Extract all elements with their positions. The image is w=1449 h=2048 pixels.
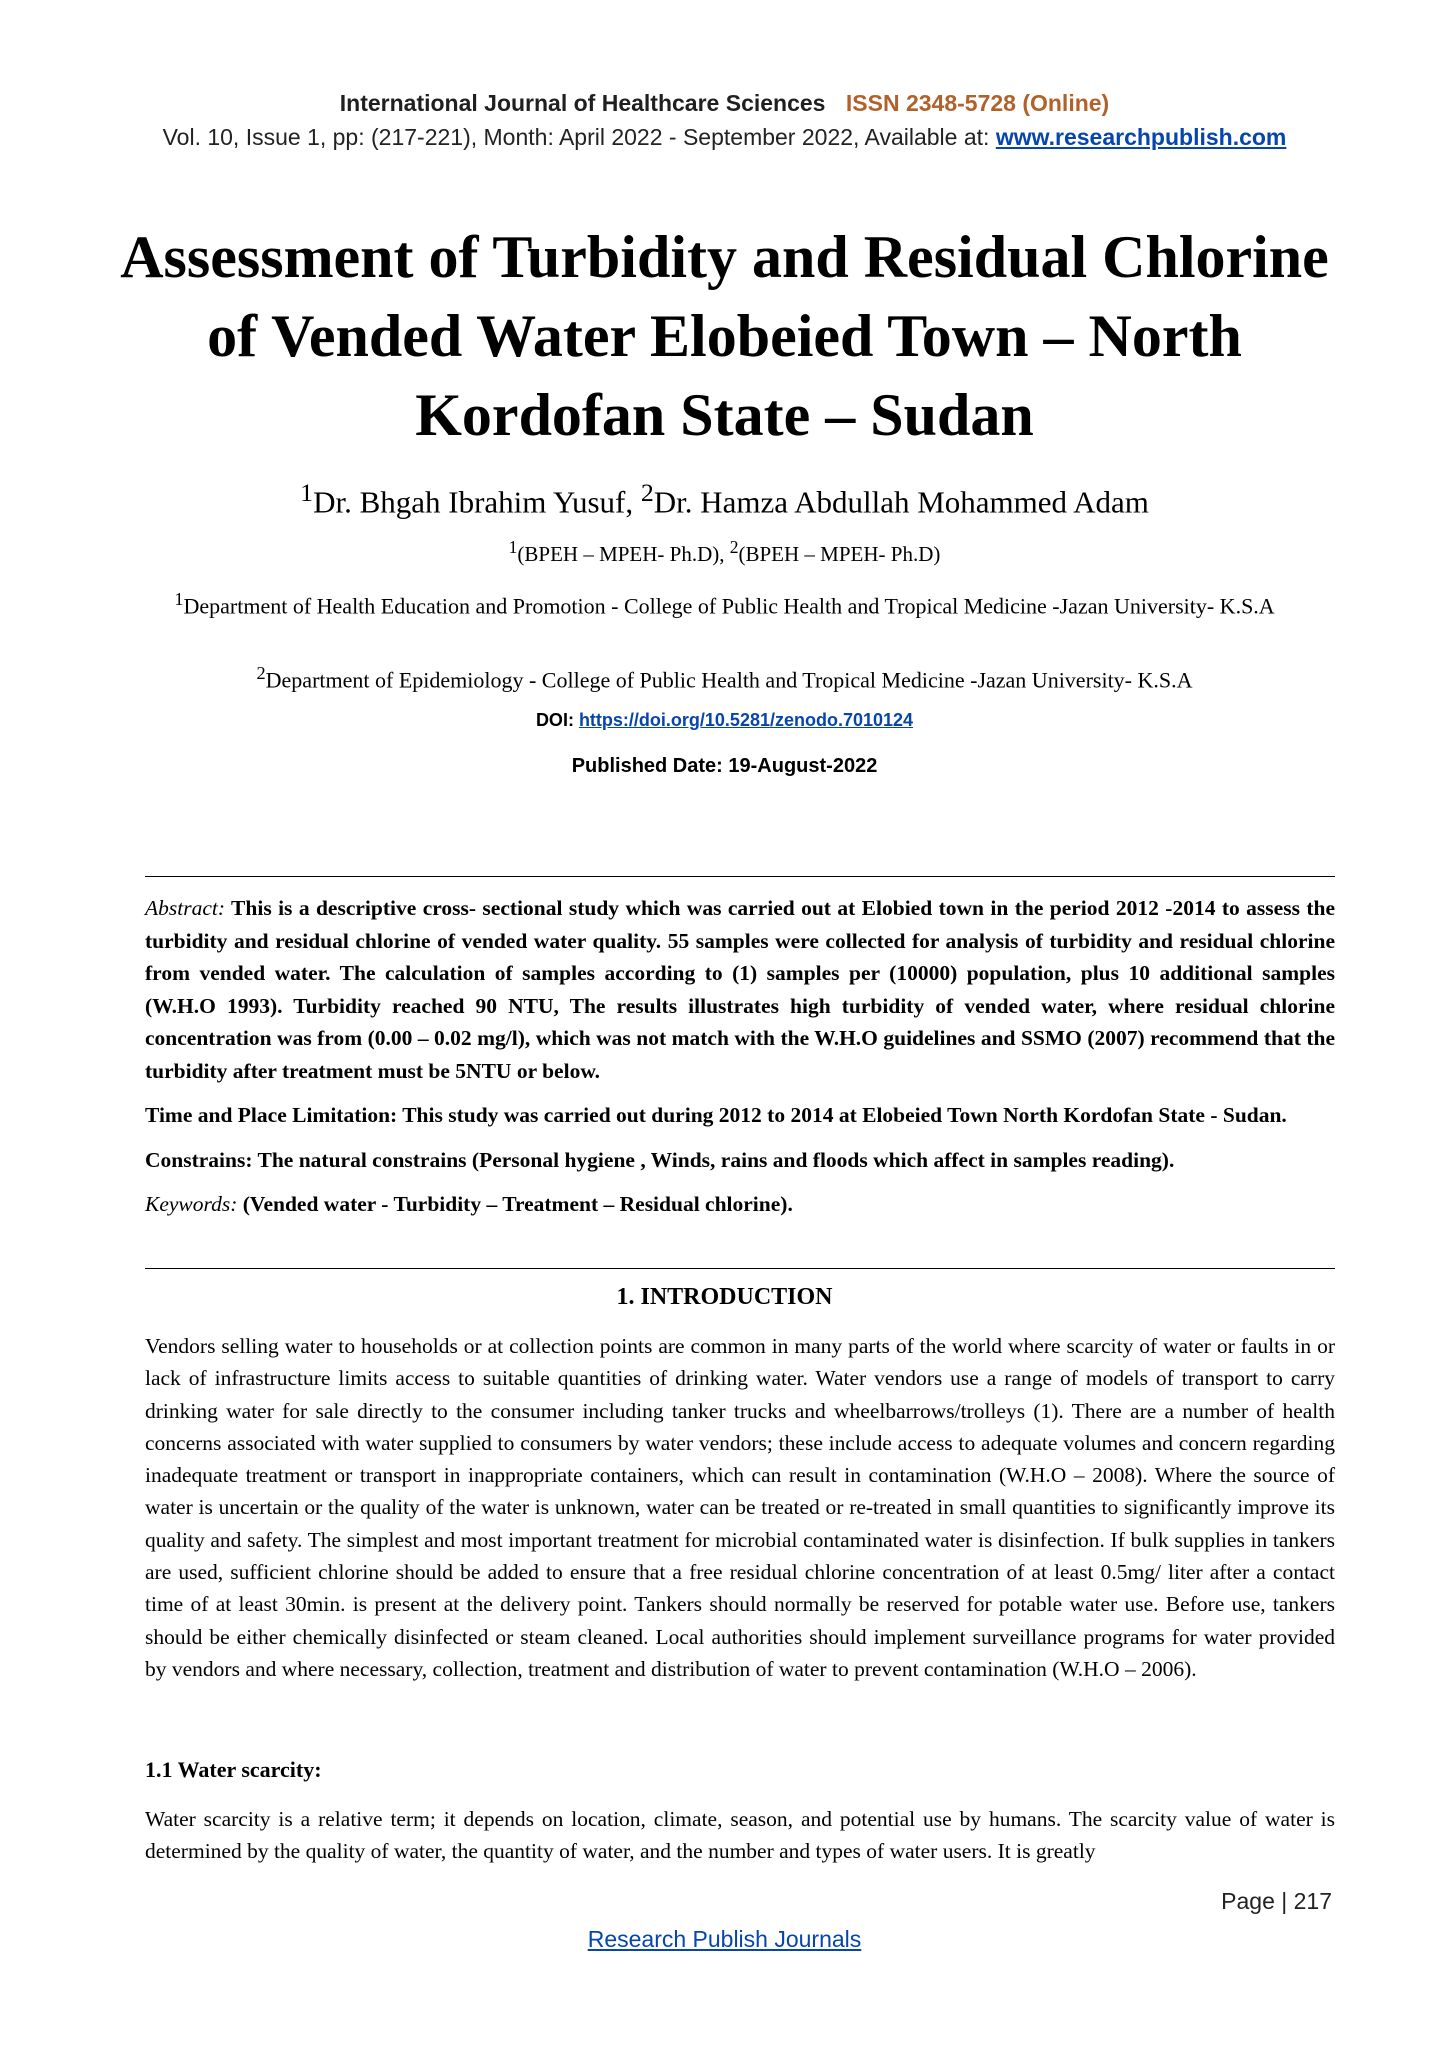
- authors: [0, 478, 1449, 520]
- degree2-sup: 2: [729, 537, 739, 557]
- time-place-limitation: Time and Place Limitation: This study was carried out during 2012 to 2014 at Elobeied Town North Kordofan State - Sudan.: [145, 1103, 1287, 1127]
- paper-title: Assessment of Turbidity and Residual Chlorine of Vended Water Elobeied Town – North Kordofan State – Sudan: [120, 224, 1329, 448]
- affiliation-1: [160, 583, 1289, 622]
- footer: [0, 1926, 1449, 1953]
- volume-info: Vol. 10, Issue 1, pp: (217-221), Month: April 2022 - September 2022, Available at:: [162, 124, 996, 150]
- aff2-sup: 2: [256, 663, 266, 683]
- doi-link[interactable]: https://doi.org/10.5281/zenodo.7010124: [578, 710, 914, 730]
- degree2: (BPEH – MPEH- Ph.D): [738, 542, 941, 566]
- abstract-label: Abstract:: [145, 896, 226, 920]
- page-number: Page | 217: [1221, 1888, 1332, 1914]
- abstract-top-rule: [145, 876, 1335, 877]
- doi-line: [0, 710, 1449, 731]
- issn: ISSN 2348-5728 (Online): [845, 90, 1110, 116]
- water-scarcity-paragraph: Water scarcity is a relative term; it depends on location, climate, season, and potential use by humans. The scarcity value of water is determined by the quality of water, the quantity of water, and the number and types of water users. It is greatly: [145, 1807, 1335, 1864]
- subsection-heading-water-scarcity: 1.1 Water scarcity:: [145, 1757, 322, 1782]
- author2-name: Dr. Hamza Abdullah Mohammed Adam: [653, 484, 1149, 520]
- journal-name: International Journal of Healthcare Sciences: [339, 90, 826, 116]
- degree1: (BPEH – MPEH- Ph.D),: [517, 542, 730, 566]
- introduction-paragraph: Vendors selling water to households or at collection points are common in many parts of the world where scarcity of water or faults in or lack of infrastructure limits access to suitable quantities of drinking water. Water vendors use a range of models of transport to carry drinking water for sale directly to the consumer including tanker trucks and wheelbarrows/trolleys (1). There are a number of health concerns associated with water supplied to consumers by water vendors; these include access to adequate volumes and concern regarding inadequate treatment or transport in inappropriate containers, which can result in contamination (W.H.O – 2008). Where the source of water is uncertain or the quality of the water is unknown, water can be treated or re-treated in small quantities to significantly improve its quality and safety. The simplest and most important treatment for microbial contaminated water is disinfection. If bulk supplies in tankers are used, sufficient chlorine should be added to ensure that a free residual chlorine concentration of at least 0.5mg/ liter after a contact time of at least 30min. is present at the delivery point. Tankers should normally be reserved for potable water use. Before use, tankers should be either chemically disinfected or steam cleaned. Local authorities should implement surveillance programs for water provided by vendors and where necessary, collection, treatment and distribution of water to prevent contamination (W.H.O – 2006).: [145, 1334, 1335, 1681]
- keywords-label: Keywords:: [145, 1192, 238, 1216]
- abstract-bottom-rule: [145, 1268, 1335, 1269]
- published-date: Published Date: 19-August-2022: [571, 755, 878, 777]
- abstract-paragraph: [145, 892, 1335, 1087]
- website-link[interactable]: www.researchpublish.com: [995, 124, 1287, 150]
- author2-sup: 2: [640, 478, 654, 507]
- author1-sup: 1: [300, 478, 314, 507]
- keywords-paragraph: [145, 1188, 1335, 1221]
- author-degrees: [0, 537, 1449, 567]
- aff2-text: Department of Epidemiology - College of Public Health and Tropical Medicine -Jazan University- K.S.A: [265, 667, 1193, 693]
- constrains: Constrains: The natural constrains (Personal hygiene , Winds, rains and floods which affect in samples reading).: [145, 1147, 1175, 1172]
- journal-header: [0, 90, 1449, 117]
- aff1-text: Department of Health Education and Promotion - College of Public Health and Tropical Medicine -Jazan University- K.S.A: [183, 593, 1275, 619]
- degree1-sup: 1: [508, 537, 518, 557]
- footer-link[interactable]: Research Publish Journals: [587, 1926, 862, 1952]
- doi-label: DOI:: [535, 710, 579, 730]
- keywords-text: (Vended water - Turbidity – Treatment – Residual chlorine).: [237, 1192, 793, 1216]
- volume-info-line: [0, 124, 1449, 151]
- abstract-block: [145, 892, 1335, 1233]
- author1-name: Dr. Bhgah Ibrahim Yusuf,: [313, 484, 641, 520]
- abstract-text: This is a descriptive cross- sectional study which was carried out at Elobied town in the period 2012 -2014 to assess the turbidity and residual chlorine of vended water quality. 55 samples were collected for analysis of turbidity and residual chlorine from vended water. The calculation of samples according to (1) samples per (10000) population, plus 10 additional samples (W.H.O 1993). Turbidity reached 90 NTU, The results illustrates high turbidity of vended water, where residual chlorine concentration was from (0.00 – 0.02 mg/l), which was not match with the W.H.O guidelines and SSMO (2007) recommend that the turbidity after treatment must be 5NTU or below.: [145, 896, 1335, 1083]
- aff1-sup: 1: [174, 589, 184, 609]
- section-heading-introduction: 1. INTRODUCTION: [616, 1284, 833, 1310]
- affiliation-2: [0, 663, 1449, 693]
